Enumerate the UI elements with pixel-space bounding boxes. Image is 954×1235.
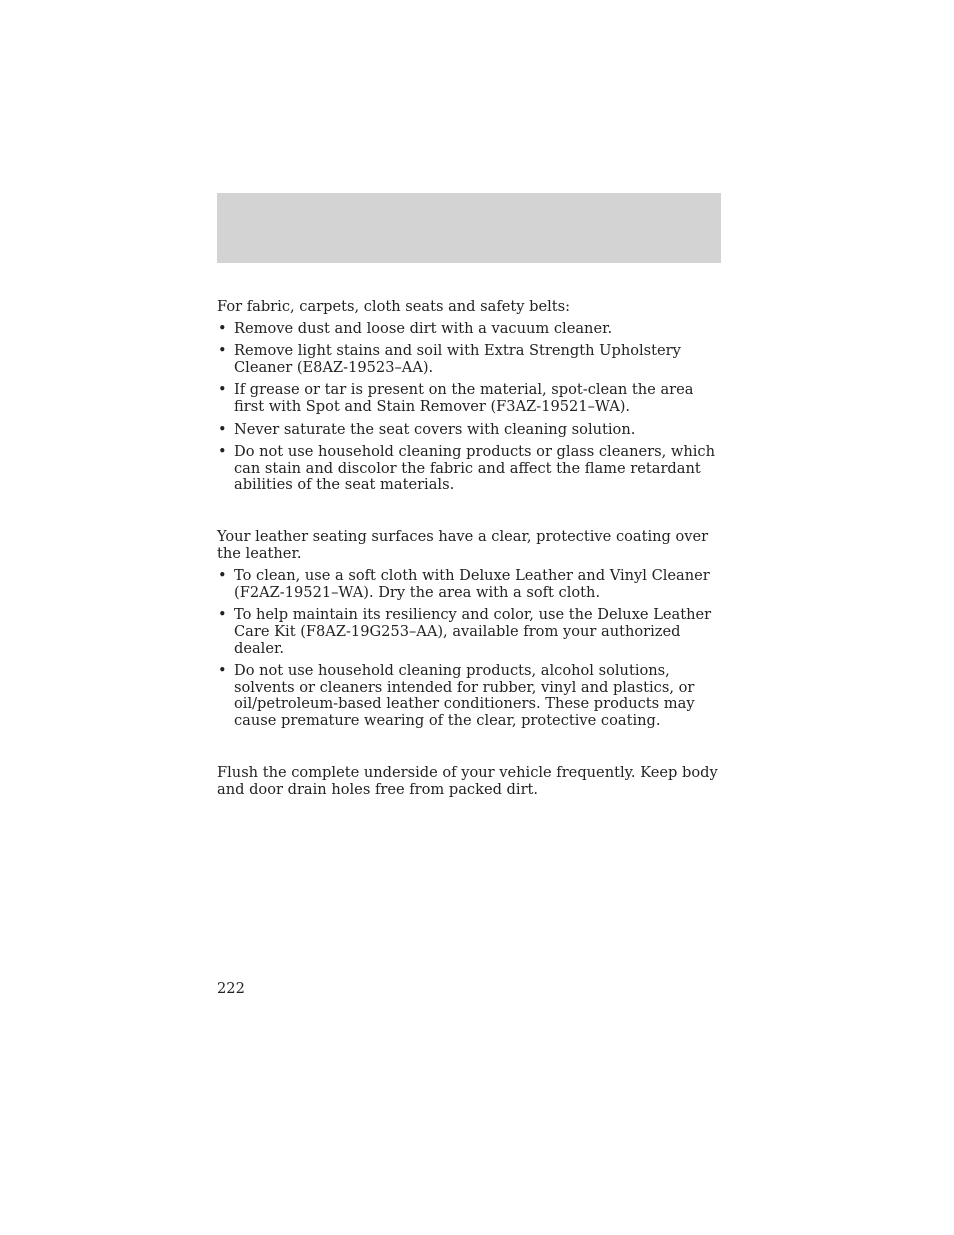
list-item-text: Do not use household cleaning products or glass cleaners, which can stain and discolor the fabric and affect the flame retardant abilities of the seat materials. xyxy=(234,443,715,494)
leather-intro-text: Your leather seating surfaces have a clear, protective coating over the leather. xyxy=(217,527,709,562)
bullet: • xyxy=(218,606,227,624)
list-item-text: Do not use household cleaning products, alcohol solutions, solvents or cleaners intended for rubber, vinyl and plastics, or oil/petroleum-based leather conditioners. These products may cause premature wearing of the clear, protective coating. xyxy=(234,662,695,729)
bullet: • xyxy=(218,342,227,360)
leather-care-list xyxy=(217,568,723,729)
list-item xyxy=(217,422,723,439)
bullet: • xyxy=(218,443,227,461)
list-item-text: Remove light stains and soil with Extra Strength Upholstery Cleaner (E8AZ-19523–AA). xyxy=(234,342,681,376)
list-item-text: Never saturate the seat covers with cleaning solution. xyxy=(234,420,636,438)
list-item xyxy=(217,663,723,729)
list-item xyxy=(217,343,723,376)
fabric-section xyxy=(217,299,723,494)
fabric-care-list xyxy=(217,321,723,494)
underbody-section xyxy=(217,765,723,798)
list-item xyxy=(217,321,723,338)
list-item-text: To clean, use a soft cloth with Deluxe Leather and Vinyl Cleaner (F2AZ-19521–WA). Dry the area with a soft cloth. xyxy=(234,567,710,601)
fabric-intro-text: For fabric, carpets, cloth seats and safety belts: xyxy=(217,298,571,315)
bullet: • xyxy=(218,319,227,337)
list-item xyxy=(217,444,723,494)
list-item-text: Remove dust and loose dirt with a vacuum cleaner. xyxy=(234,319,613,337)
list-item xyxy=(217,382,723,415)
bullet: • xyxy=(218,662,227,680)
bullet: • xyxy=(218,381,227,399)
section-header-band xyxy=(217,193,721,263)
list-item xyxy=(217,607,723,657)
bullet: • xyxy=(218,420,227,438)
list-item xyxy=(217,568,723,601)
page-content xyxy=(217,299,723,799)
list-item-text: If grease or tar is present on the material, spot-clean the area first with Spot and Stain Remover (F3AZ-19521–WA). xyxy=(234,381,694,415)
bullet: • xyxy=(218,567,227,585)
list-item-text: To help maintain its resiliency and color, use the Deluxe Leather Care Kit (F8AZ-19G253–AA), available from your authorized dealer. xyxy=(234,606,712,657)
leather-section xyxy=(217,529,723,730)
underbody-text: Flush the complete underside of your vehicle frequently. Keep body and door drain holes free from packed dirt. xyxy=(217,764,718,799)
page-number: 222 xyxy=(217,980,245,997)
